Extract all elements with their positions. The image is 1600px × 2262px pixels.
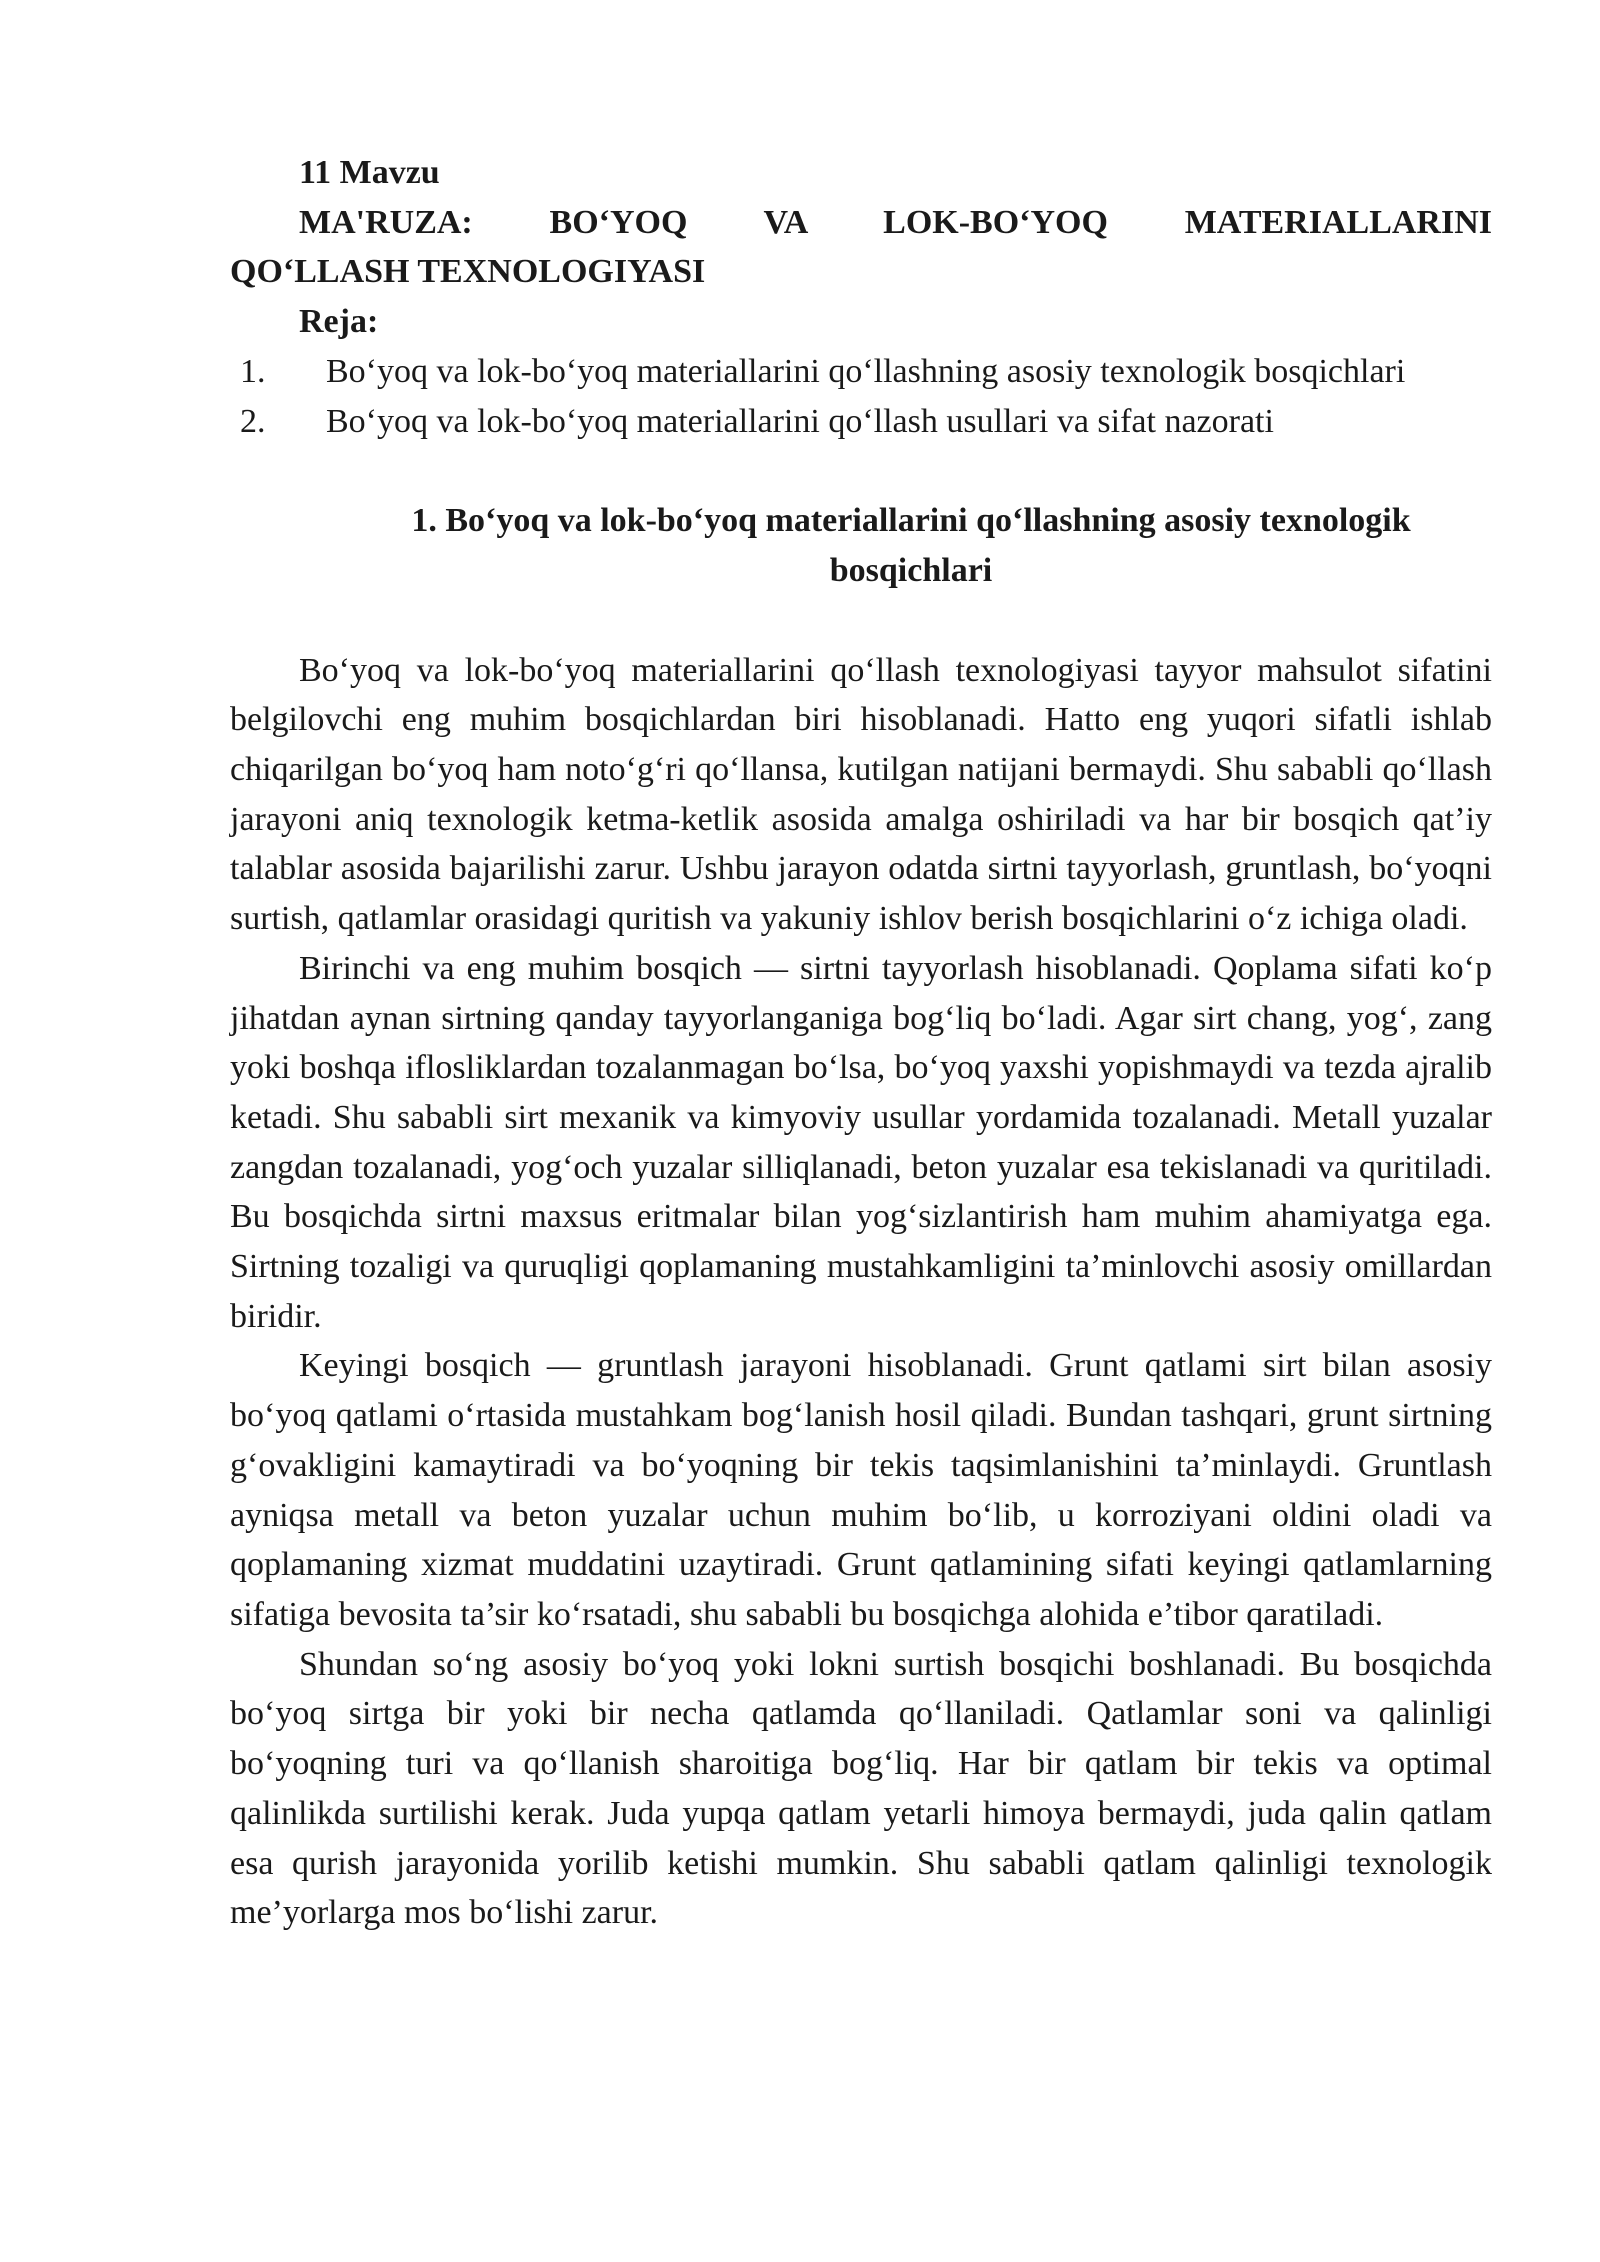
lecture-title-line1: MA'RUZA: BO‘YOQ VA LOK-BO‘YOQ MATERIALLARINI bbox=[299, 203, 1492, 241]
paragraph: Bo‘yoq va lok-bo‘yoq materiallarini qo‘llash texnologiyasi tayyor mahsulot sifatini belgilovchi eng muhim bosqichlardan biri hisoblanadi. Hatto eng yuqori sifatli ishlab chiqarilgan bo‘yoq ham noto‘g‘ri qo‘llansa, kutilgan natijani bermaydi. Shu sababli qo‘llash jarayoni aniq texnologik ketma-ketlik asosida amalga oshiriladi va har bir bosqich qat’iy talablar asosida bajarilishi zarur. Ushbu jarayon odatda sirtni tayyorlash, gruntlash, bo‘yoqni surtish, qatlamlar orasidagi quritish va yakuniy ishlov berish bosqichlarini o‘z ichiga oladi. bbox=[230, 651, 1492, 938]
section-heading: 1. Bo‘yoq va lok-bo‘yoq materiallarini qo‘llashning asosiy texnologik bosqichlari bbox=[411, 502, 1411, 589]
body-text bbox=[230, 646, 1492, 1938]
lecture-title bbox=[230, 198, 1492, 297]
plan-item-number: 2. bbox=[240, 402, 266, 440]
paragraph: Birinchi va eng muhim bosqich — sirtni tayyorlash hisoblanadi. Qoplama sifati ko‘p jihatdan aynan sirtning qanday tayyorlanganiga bog‘liq bo‘ladi. Agar sirt chang, yog‘, zang yoki boshqa iflosliklardan tozalanmagan bo‘lsa, bo‘yoq yaxshi yopishmaydi va tezda ajralib ketadi. Shu sababli sirt mexanik va kimyoviy usullar yordamida tozalanadi. Metall yuzalar zangdan tozalanadi, yog‘och yuzalar silliqlanadi, beton yuzalar esa tekislanadi va quritiladi. Bu bosqichda sirtni maxsus eritmalar bilan yog‘sizlantirish ham muhim ahamiyatga ega. Sirtning tozaligi va quruqligi qoplamaning mustahkamligini ta’minlovchi asosiy omillardan biridir. bbox=[230, 949, 1492, 1335]
plan-item bbox=[230, 397, 1492, 447]
plan-item bbox=[230, 347, 1492, 397]
plan-item-text: Bo‘yoq va lok-bo‘yoq materiallarini qo‘llash usullari va sifat nazorati bbox=[326, 402, 1274, 440]
document-page bbox=[230, 148, 1492, 1938]
plan-item-number: 1. bbox=[240, 352, 266, 390]
topic-label: 11 Mavzu bbox=[299, 154, 440, 191]
lecture-title-line2: QO‘LLASH TEXNOLOGIYASI bbox=[230, 253, 706, 291]
paragraph: Shundan so‘ng asosiy bo‘yoq yoki lokni surtish bosqichi boshlanadi. Bu bosqichda bo‘yoq sirtga bir yoki bir necha qatlamda qo‘llaniladi. Qatlamlar soni va qalinligi bo‘yoqning turi va qo‘llanish sharoitiga bog‘liq. Har bir qatlam bir tekis va optimal qalinlikda surtilishi kerak. Juda yupqa qatlam yetarli himoya bermaydi, juda qalin qatlam esa qurish jarayonida yorilib ketishi mumkin. Shu sababli qatlam qalinligi texnologik me’yorlarga mos bo‘lishi zarur. bbox=[230, 1645, 1492, 1932]
plan-item-text: Bo‘yoq va lok-bo‘yoq materiallarini qo‘llashning asosiy texnologik bosqichlari bbox=[326, 352, 1406, 390]
paragraph: Keyingi bosqich — gruntlash jarayoni hisoblanadi. Grunt qatlami sirt bilan asosiy bo‘yoq qatlami o‘rtasida mustahkam bog‘lanish hosil qiladi. Bundan tashqari, grunt sirtning g‘ovakligini kamaytiradi va bo‘yoqning bir tekis taqsimlanishini ta’minlaydi. Gruntlash ayniqsa metall va beton yuzalar uchun muhim bo‘lib, u korroziyani oldini oladi va qoplamaning xizmat muddatini uzaytiradi. Grunt qatlamining sifati keyingi qatlamlarning sifatiga bevosita ta’sir ko‘rsatadi, shu sababli bu bosqichga alohida e’tibor qaratiladi. bbox=[230, 1347, 1492, 1633]
plan-list bbox=[230, 347, 1492, 446]
plan-label: Reja: bbox=[299, 303, 379, 341]
